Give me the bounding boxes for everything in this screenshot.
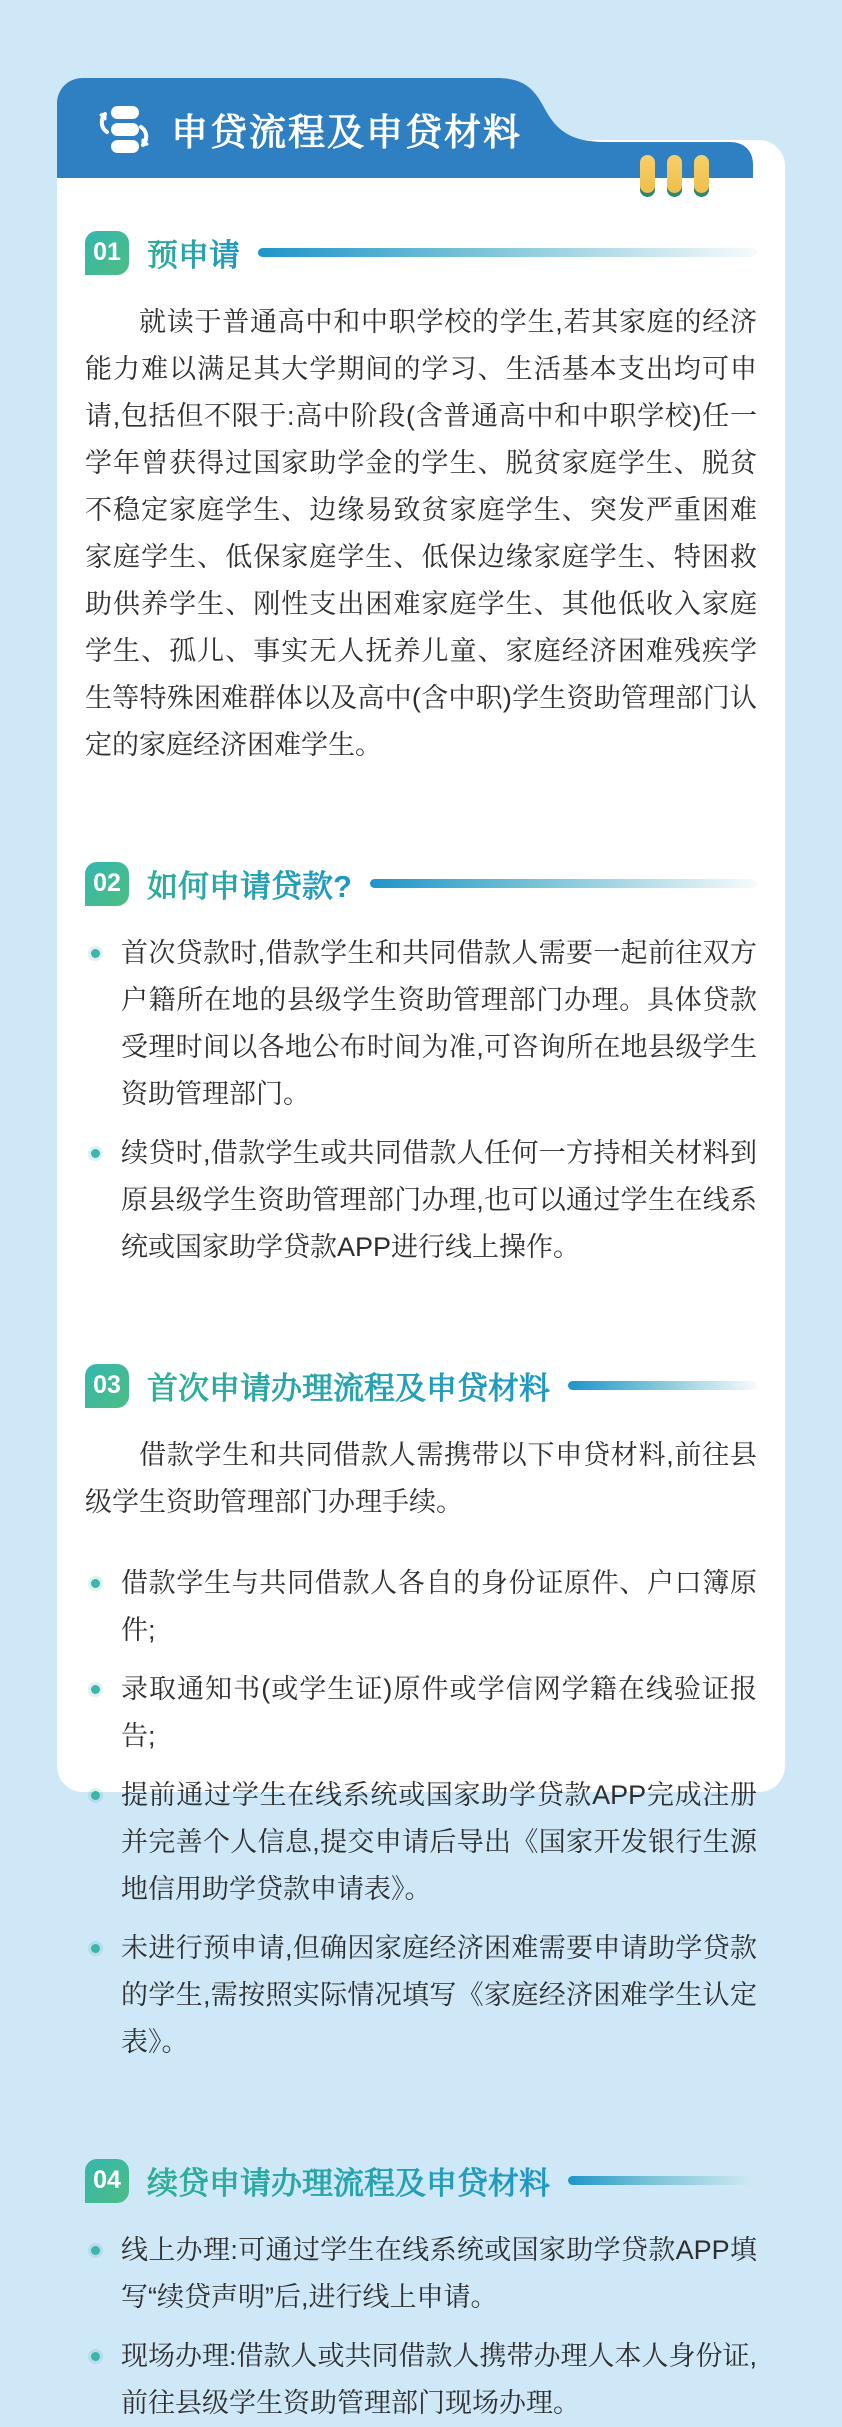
- bullet-item: [85, 1772, 757, 1913]
- section-01-pre-application: [85, 230, 757, 769]
- pin-icon: [694, 155, 709, 197]
- bullet-dot-icon: [91, 1149, 100, 1158]
- section-header: [85, 2158, 757, 2203]
- section-number-badge: 02: [85, 862, 129, 906]
- section-header: [85, 861, 757, 906]
- section-paragraph: 借款学生和共同借款人需携带以下申贷材料,前往县级学生资助管理部门办理手续。: [85, 1440, 757, 1517]
- bullet-text: 续贷时,借款学生或共同借款人任何一方持相关材料到原县级学生资助管理部门办理,也可以通过学生在线系统或国家助学贷款APP进行线上操作。: [121, 1138, 757, 1262]
- section-bullet-list: [85, 1560, 757, 2066]
- bullet-item: [85, 1130, 757, 1271]
- page-title: 申贷流程及申贷材料: [171, 112, 522, 153]
- bullet-dot-icon: [91, 1685, 100, 1694]
- bullet-dot-icon: [91, 1791, 100, 1800]
- section-title: 如何申请贷款?: [147, 861, 352, 906]
- section-title: 预申请: [147, 230, 240, 275]
- section-paragraph: 就读于普通高中和中职学校的学生,若其家庭的经济能力难以满足其大学期间的学习、生活基本支出均可申请,包括但不限于:高中阶段(含普通高中和中职学校)任一学年曾获得过国家助学金的学生、脱贫家庭学生、脱贫不稳定家庭学生、边缘易致贫家庭学生、突发严重困难家庭学生、低保家庭学生、低保边缘家庭学生、特困救助供养学生、刚性支出困难家庭学生、其他低收入家庭学生、孤儿、事实无人抚养儿童、家庭经济困难残疾学生等特殊困难群体以及高中(含中职)学生资助管理部门认定的家庭经济困难学生。: [85, 307, 757, 760]
- pin-icon: [667, 155, 682, 197]
- bullet-dot-icon: [91, 949, 100, 958]
- bullet-dot-icon: [91, 1579, 100, 1588]
- bullet-dot-icon: [91, 1944, 100, 1953]
- section-header: [85, 230, 757, 275]
- pin-decorations: [640, 155, 709, 197]
- section-divider-line: [258, 248, 757, 257]
- section-title: 续贷申请办理流程及申贷材料: [147, 2158, 550, 2203]
- section-03-first-application: [85, 1363, 757, 2066]
- section-number-badge: 01: [85, 231, 129, 275]
- bullet-text: 录取通知书(或学生证)原件或学信网学籍在线验证报告;: [121, 1674, 757, 1751]
- section-divider-line: [568, 2176, 757, 2185]
- pin-icon: [640, 155, 655, 197]
- bullet-item: [85, 930, 757, 1118]
- section-number-badge: 04: [85, 2159, 129, 2203]
- bullet-item: [85, 1666, 757, 1760]
- bullet-item: [85, 1560, 757, 1654]
- bullet-dot-icon: [91, 2246, 100, 2255]
- section-bullet-list: [85, 2227, 757, 2427]
- bullet-text: 借款学生与共同借款人各自的身份证原件、户口簿原件;: [121, 1568, 757, 1645]
- section-04-renewal-application: [85, 2158, 757, 2427]
- content-card: [57, 140, 785, 2418]
- section-02-how-to-apply: [85, 861, 757, 1271]
- bullet-item: [85, 2227, 757, 2321]
- bullet-text: 线上办理:可通过学生在线系统或国家助学贷款APP填写“续贷声明”后,进行线上申请。: [121, 2235, 757, 2312]
- bullet-text: 未进行预申请,但确因家庭经济困难需要申请助学贷款的学生,需按照实际情况填写《家庭经济困难学生认定表》。: [121, 1933, 757, 2057]
- bullet-item: [85, 2333, 757, 2427]
- section-number-badge: 03: [85, 1364, 129, 1408]
- bullet-item: [85, 1925, 757, 2066]
- section-header: [85, 1363, 757, 1408]
- bullet-text: 现场办理:借款人或共同借款人携带办理人本人身份证,前往县级学生资助管理部门现场办理。: [121, 2341, 758, 2418]
- bullet-text: 提前通过学生在线系统或国家助学贷款APP完成注册并完善个人信息,提交申请后导出《国家开发银行生源地信用助学贷款申请表》。: [121, 1780, 757, 1904]
- section-title: 首次申请办理流程及申贷材料: [147, 1363, 550, 1408]
- bullet-dot-icon: [91, 2352, 100, 2361]
- section-bullet-list: [85, 930, 757, 1271]
- section-divider-line: [370, 879, 757, 888]
- bullet-text: 首次贷款时,借款学生和共同借款人需要一起前往双方户籍所在地的县级学生资助管理部门办理。具体贷款受理时间以各地公布时间为准,可咨询所在地县级学生资助管理部门。: [121, 938, 757, 1109]
- process-cycle-icon: [95, 100, 153, 158]
- section-divider-line: [568, 1381, 757, 1390]
